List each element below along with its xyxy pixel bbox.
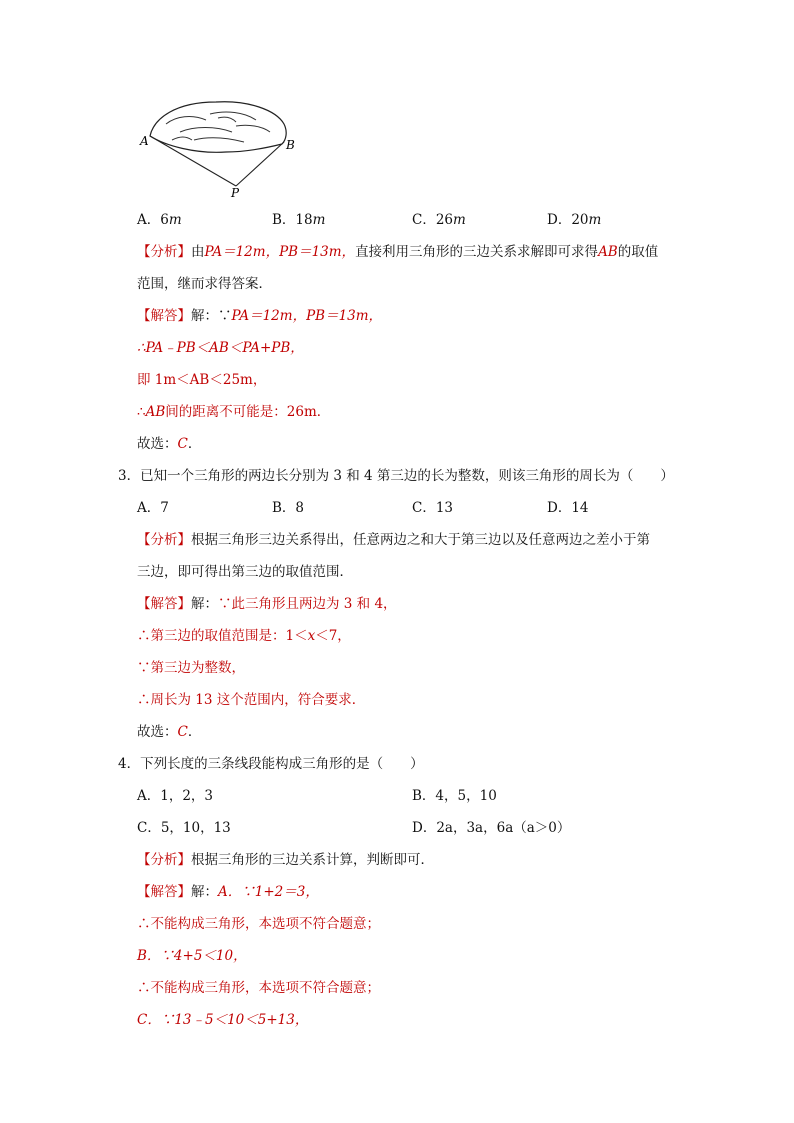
q3-analysis-line-2: 三边，即可得出第三边的取值范围． (137, 564, 353, 580)
q3-solution-line-4: ∴周长为 13 这个范围内，符合要求． (137, 692, 366, 708)
q4-analysis-line-1: 【分析】根据三角形的三边关系计算，判断即可． (137, 852, 434, 868)
q2-answer: 故选：C． (137, 436, 202, 452)
q2-option-d: D．20m (547, 212, 602, 228)
segment-pa (150, 136, 236, 186)
label-b: B (286, 138, 295, 152)
q2-analysis-line-2: 范围，继而求得答案． (137, 276, 272, 292)
q4-solution-line-1: 【解答】解：A．∵1+2＝3， (137, 884, 319, 900)
label-p: P (231, 186, 240, 200)
q2-option-b: B．18m (272, 212, 326, 228)
q3-analysis-line-1: 【分析】根据三角形三边关系得出，任意两边之和大于第三边以及任意两边之差小于第 (137, 532, 650, 548)
q4-stem: 4．下列长度的三条线段能构成三角形的是（ ） (118, 756, 424, 772)
pond-contours (166, 112, 270, 142)
q4-solution-line-5: C．∵13﹣5＜10＜5+13， (137, 1012, 309, 1028)
q4-solution-line-3: B．∵4+5＜10， (137, 948, 247, 964)
q4-solution-line-2: ∴不能构成三角形，本选项不符合题意； (137, 916, 380, 932)
q2-solution-line-3: 即 1m＜AB＜25m， (137, 372, 267, 388)
q2-option-c: C．26m (412, 212, 466, 228)
q2-analysis-line-1: 【分析】由PA＝12m，PB＝13m，直接利用三角形的三边关系求解即可求得AB的取值 (137, 244, 659, 260)
q3-option-d: D．14 (547, 500, 589, 516)
q4-option-d: D．2a，3a，6a（a＞0） (412, 820, 571, 836)
label-a: A (140, 134, 149, 148)
q3-solution-line-1: 【解答】解：∵此三角形且两边为 3 和 4， (137, 596, 397, 612)
pond-triangle-figure (136, 96, 306, 200)
q2-option-a: A．6m (137, 212, 182, 228)
pond-diagram-svg (136, 96, 306, 200)
q3-option-c: C．13 (412, 500, 454, 516)
q4-option-c: C．5，10，13 (137, 820, 231, 836)
q2-solution-line-4: ∴AB间的距离不可能是：26m． (137, 404, 331, 420)
q4-option-b: B．4，5，10 (412, 788, 497, 804)
q2-solution-line-2: ∴PA﹣PB＜AB＜PA+PB， (137, 340, 304, 356)
q2-solution-line-1: 【解答】解：∵PA＝12m，PB＝13m， (137, 308, 383, 324)
q3-option-a: A．7 (137, 500, 169, 516)
q3-solution-line-2: ∴第三边的取值范围是：1＜x＜7， (137, 628, 351, 644)
q3-answer: 故选：C． (137, 724, 202, 740)
q3-option-b: B．8 (272, 500, 305, 516)
q4-option-a: A．1，2，3 (137, 788, 214, 804)
q3-solution-line-3: ∵第三边为整数， (137, 660, 245, 676)
q3-stem: 3．已知一个三角形的两边长分别为 3 和 4 第三边的长为整数，则该三角形的周长为（ ） (118, 468, 674, 484)
pond-outline (150, 102, 286, 153)
q4-solution-line-4: ∴不能构成三角形，本选项不符合题意； (137, 980, 380, 996)
